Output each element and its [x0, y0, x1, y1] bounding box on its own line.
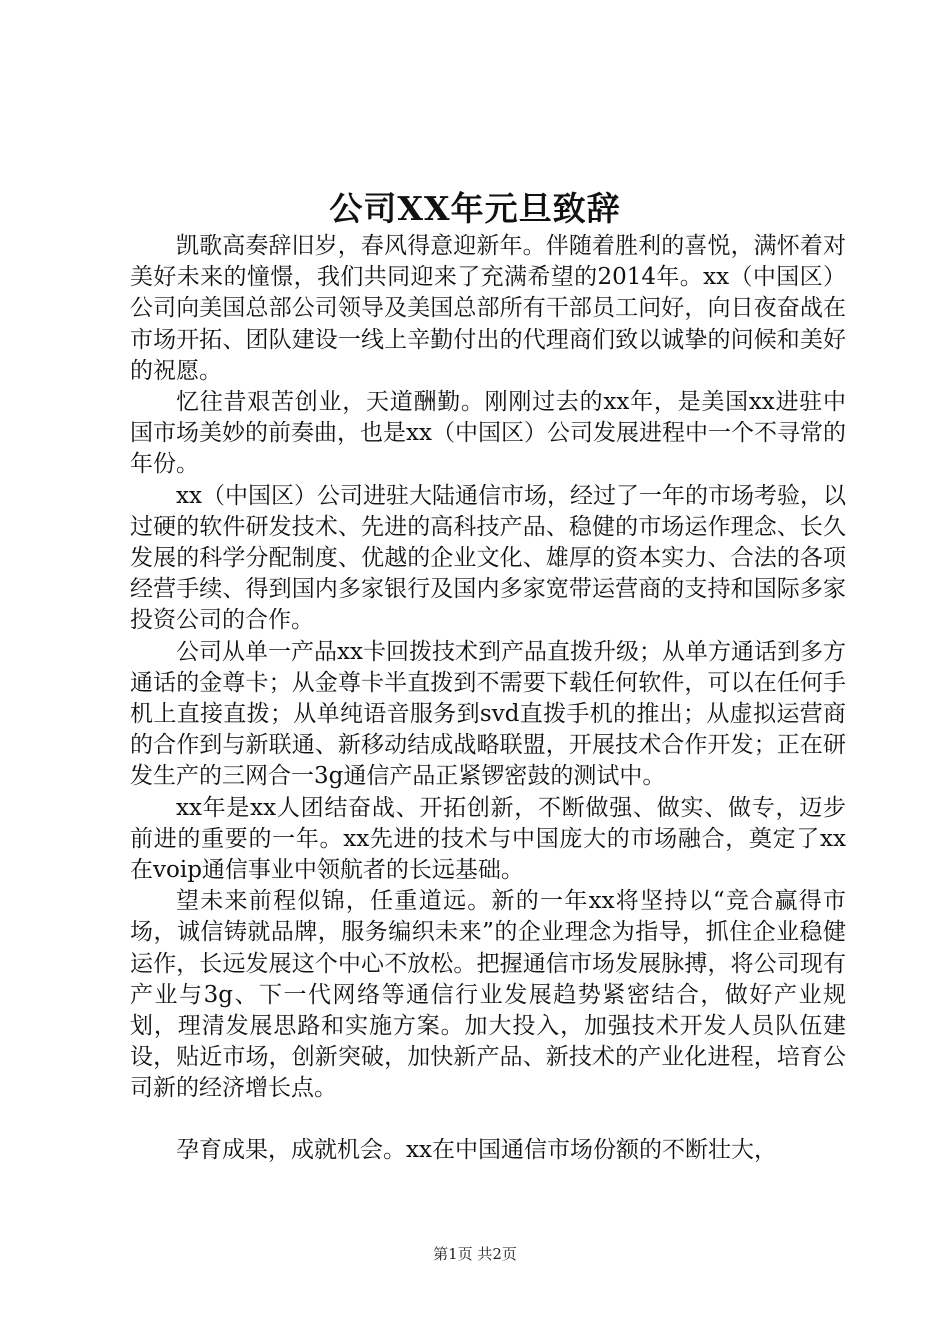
- paragraph-6: 望未来前程似锦，任重道远。新的一年xx将坚持以“竞合赢得市场，诚信铸就品牌，服务编织未来”的企业理念为指导，抓住企业稳健运作，长远发展这个中心不放松。把握通信市场发展脉搏，将公司现有产业与3g、下一代网络等通信行业发展趋势紧密结合，做好产业规划，理清发展思路和实施方案。加大投入，加强技术开发人员队伍建设，贴近市场，创新突破，加快新产品、新技术的产业化进程，培育公司新的经济增长点。: [130, 888, 846, 1102]
- document-title: 公司XX年元旦致辞: [329, 189, 621, 228]
- paragraph-1: 凯歌高奏辞旧岁，春风得意迎新年。伴随着胜利的喜悦，满怀着对美好未来的憧憬，我们共同迎来了充满希望的2014年。xx（中国区）公司向美国总部公司领导及美国总部所有干部员工问好，向日夜奋战在市场开拓、团队建设一线上辛勤付出的代理商们致以诚挚的问候和美好的祝愿。: [130, 233, 846, 384]
- paragraph-5: xx年是xx人团结奋战、开拓创新，不断做强、做实、做专，迈步前进的重要的一年。xx先进的技术与中国庞大的市场融合，奠定了xx在voip通信事业中领航者的长远基础。: [130, 794, 846, 884]
- paragraph-7: 孕育成果，成就机会。xx在中国通信市场份额的不断壮大，: [176, 1136, 777, 1163]
- page-footer: 第1页 共2页: [433, 1245, 517, 1263]
- paragraph-4: 公司从单一产品xx卡回拨技术到产品直拨升级；从单方通话到多方通话的金尊卡；从金尊卡半直拨到不需要下载任何软件，可以在任何手机上直接直拨；从单纯语音服务到svd直拨手机的推出；从虚拟运营商的合作到与新联通、新移动结成战略联盟，开展技术合作开发；正在研发生产的三网合一3g通信产品正紧锣密鼓的测试中。: [130, 638, 846, 790]
- paragraph-2: 忆往昔艰苦创业，天道酬勤。刚刚过去的xx年，是美国xx进驻中国市场美妙的前奏曲，也是xx（中国区）公司发展进程中一个不寻常的年份。: [130, 389, 846, 478]
- document-body: [130, 231, 846, 1166]
- paragraph-3: xx（中国区）公司进驻大陆通信市场，经过了一年的市场考验，以过硬的软件研发技术、先进的高科技产品、稳健的市场运作理念、长久发展的科学分配制度、优越的企业文化、雄厚的资本实力、合法的各项经营手续、得到国内多家银行及国内多家宽带运营商的支持和国际多家投资公司的合作。: [130, 482, 846, 634]
